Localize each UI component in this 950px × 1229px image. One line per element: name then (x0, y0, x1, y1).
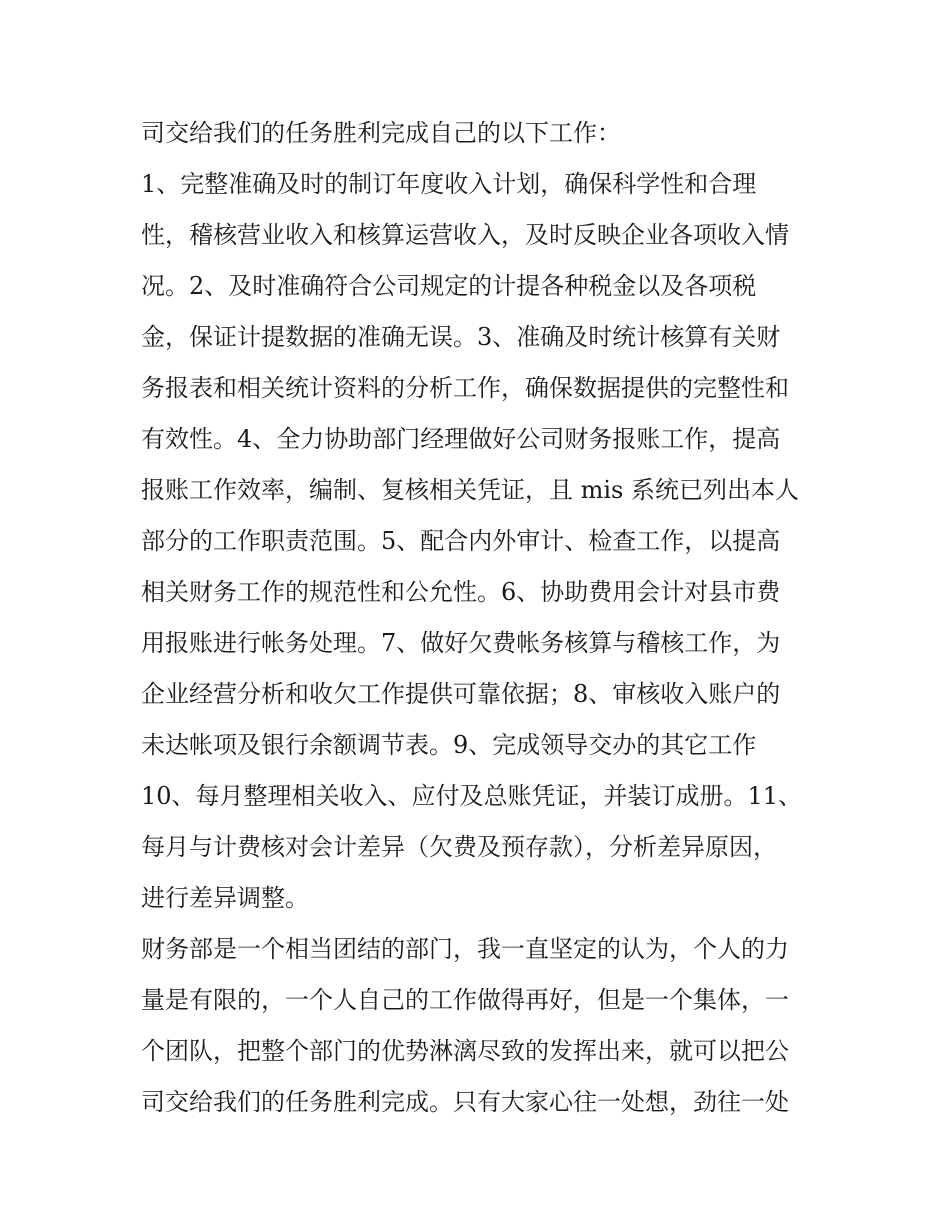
text-line: 务报表和相关统计资料的分析工作，确保数据提供的完整性和 (141, 374, 789, 402)
text-line: 有效性。4、全力协助部门经理做好公司财务报账工作，提高 (141, 425, 781, 453)
text-line: 1、完整准确及时的制订年度收入计划，确保科学性和合理 (141, 170, 757, 198)
text-line: 司交给我们的任务胜利完成自己的以下工作： (141, 119, 621, 147)
text-line: 进行差异调整。 (141, 884, 309, 912)
text-line: 性，稽核营业收入和核算运营收入，及时反映企业各项收入情 (141, 221, 789, 249)
text-line: 每月与计费核对会计差异（欠费及预存款），分析差异原因， (141, 833, 777, 861)
text-line: 相关财务工作的规范性和公允性。6、协助费用会计对县市费 (141, 578, 781, 606)
text-line: 个团队，把整个部门的优势淋漓尽致的发挥出来，就可以把公 (141, 1037, 789, 1065)
text-line: 用报账进行帐务处理。7、做好欠费帐务核算与稽核工作，为 (141, 629, 781, 657)
body-text (141, 108, 821, 1128)
text-line: 部分的工作职责范围。5、配合内外审计、检查工作，以提高 (141, 527, 781, 555)
text-line: 企业经营分析和收欠工作提供可靠依据；8、审核收入账户的 (141, 680, 781, 708)
text-line: 财务部是一个相当团结的部门，我一直坚定的认为，个人的力 (141, 935, 789, 963)
text-line: 报账工作效率，编制、复核相关凭证，且 mis 系统已列出本人 (141, 476, 800, 504)
text-line: 未达帐项及银行余额调节表。9、完成领导交办的其它工作 (141, 731, 757, 759)
text-line: 量是有限的，一个人自己的工作做得再好，但是一个集体，一 (141, 986, 789, 1014)
text-line: 金，保证计提数据的准确无误。3、准确及时统计核算有关财 (141, 323, 781, 351)
text-line: 况。2、及时准确符合公司规定的计提各种税金以及各项税 (141, 272, 757, 300)
text-line: 10、每月整理相关收入、应付及总账凭证，并装订成册。11、 (141, 782, 803, 810)
text-line: 司交给我们的任务胜利完成。只有大家心往一处想，劲往一处 (141, 1088, 789, 1116)
